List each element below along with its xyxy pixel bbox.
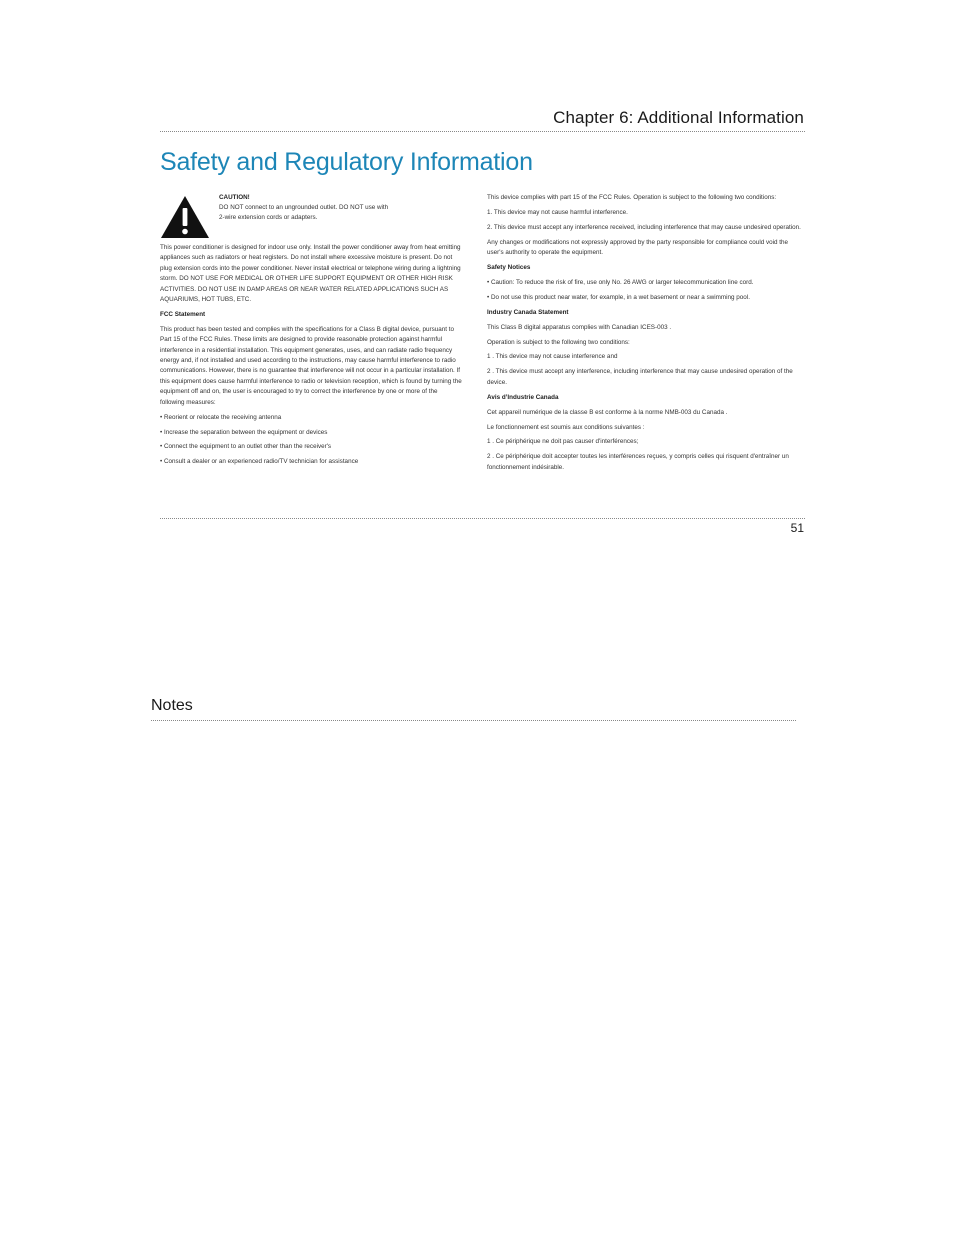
caution-text	[219, 193, 459, 224]
fcc-paragraph: This product has been tested and complies with the specifications for a Class B digital device, pursuant to Part 15 of the FCC Rules. These limits are designed to provide reasonable protection against harmful interference in a residential installation. This equipment generates, uses, and can radiate radio frequency energy and, if not installed and used according to the instructions, may cause harmful interference to radio communications. However, there is no guarantee that interference will not occur in a particular installation. If this equipment does cause harmful interference to radio or television reception, which is found by turning the equipment off and on, the user is encouraged to try to correct the interference by one or more of the following measures:	[160, 325, 462, 406]
avis-line: 2 . Ce périphérique doit accepter toutes les interférences reçues, y compris celles qui risquent d'entraîner un fonctionnement indésirable.	[487, 453, 789, 471]
industry-canada-heading: Industry Canada Statement	[487, 308, 569, 316]
caution-line-2: 2-wire extension cords or adapters.	[219, 214, 318, 222]
condition-item: 1. This device may not cause harmful interference.	[487, 208, 628, 216]
footer-divider	[160, 518, 805, 519]
intro-paragraph: This power conditioner is designed for indoor use only. Install the power conditioner away from heat emitting appliances such as radiators or heat registers. Do not install where excessive moisture is present. Do not plug extension cords into the power conditioner. Never install electrical or telephone wiring during a lightning storm. DO NOT USE FOR MEDICAL OR OTHER LIFE SUPPORT EQUIPMENT OR OTHER HIGH RISK ACTIVITIES. DO NOT USE IN DAMP AREAS OR NEAR WATER RELATED APPLICATIONS SUCH AS AQUARIUMS, HOT TUBS, ETC.	[160, 244, 461, 304]
avis-line: 1 . Ce périphérique ne doit pas causer d'interférences;	[487, 438, 639, 446]
avis-line: Le fonctionnement est soumis aux conditions suivantes :	[487, 423, 645, 431]
modification-paragraph: Any changes or modifications not expressly approved by the party responsible for compliance could void the user's authority to operate the equipment.	[487, 238, 789, 257]
notes-title: Notes	[151, 697, 193, 714]
right-column	[487, 193, 805, 478]
avis-line: Cet appareil numérique de la classe B est conforme à la norme NMB-003 du Canada .	[487, 408, 728, 416]
industry-canada-line: 1 . This device may not cause interference and	[487, 353, 618, 361]
fcc-measure-item: • Reorient or relocate the receiving antenna	[160, 413, 282, 421]
page-title: Safety and Regulatory Information	[160, 148, 533, 176]
industry-canada-line: Operation is subject to the following two conditions:	[487, 338, 630, 346]
caution-heading: CAUTION!	[219, 194, 250, 201]
left-column	[160, 193, 463, 472]
compliance-paragraph: This device complies with part 15 of the FCC Rules. Operation is subject to the following two conditions:	[487, 194, 777, 201]
caution-line-1: DO NOT connect to an ungrounded outlet. DO NOT use with	[219, 204, 389, 212]
industry-canada-line: 2 . This device must accept any interference, including interference that may cause undesired operation of the device.	[487, 368, 793, 386]
fcc-measure-item: • Consult a dealer or an experienced radio/TV technician for assistance	[160, 458, 359, 466]
page-number: 51	[790, 521, 804, 535]
safety-notices-heading: Safety Notices	[487, 264, 531, 272]
avis-heading: Avis d’Industrie Canada	[487, 393, 559, 401]
fcc-measure-item: • Increase the separation between the equipment or devices	[160, 428, 328, 436]
header-divider	[160, 131, 805, 132]
industry-canada-line: This Class B digital apparatus complies with Canadian ICES-003 .	[487, 323, 672, 331]
safety-notice-item: • Caution: To reduce the risk of fire, use only No. 26 AWG or larger telecommunication line cord.	[487, 278, 754, 286]
warning-triangle-icon	[160, 195, 210, 239]
fcc-measure-item: • Connect the equipment to an outlet other than the receiver's	[160, 443, 332, 451]
safety-notice-item: • Do not use this product near water, for example, in a wet basement or near a swimming pool.	[487, 293, 750, 301]
notes-divider	[151, 720, 796, 721]
caution-block	[160, 193, 463, 243]
fcc-heading: FCC Statement	[160, 310, 206, 318]
condition-item: 2. This device must accept any interference received, including interference that may cause undesired operation.	[487, 223, 801, 231]
chapter-heading: Chapter 6: Additional Information	[553, 108, 804, 127]
